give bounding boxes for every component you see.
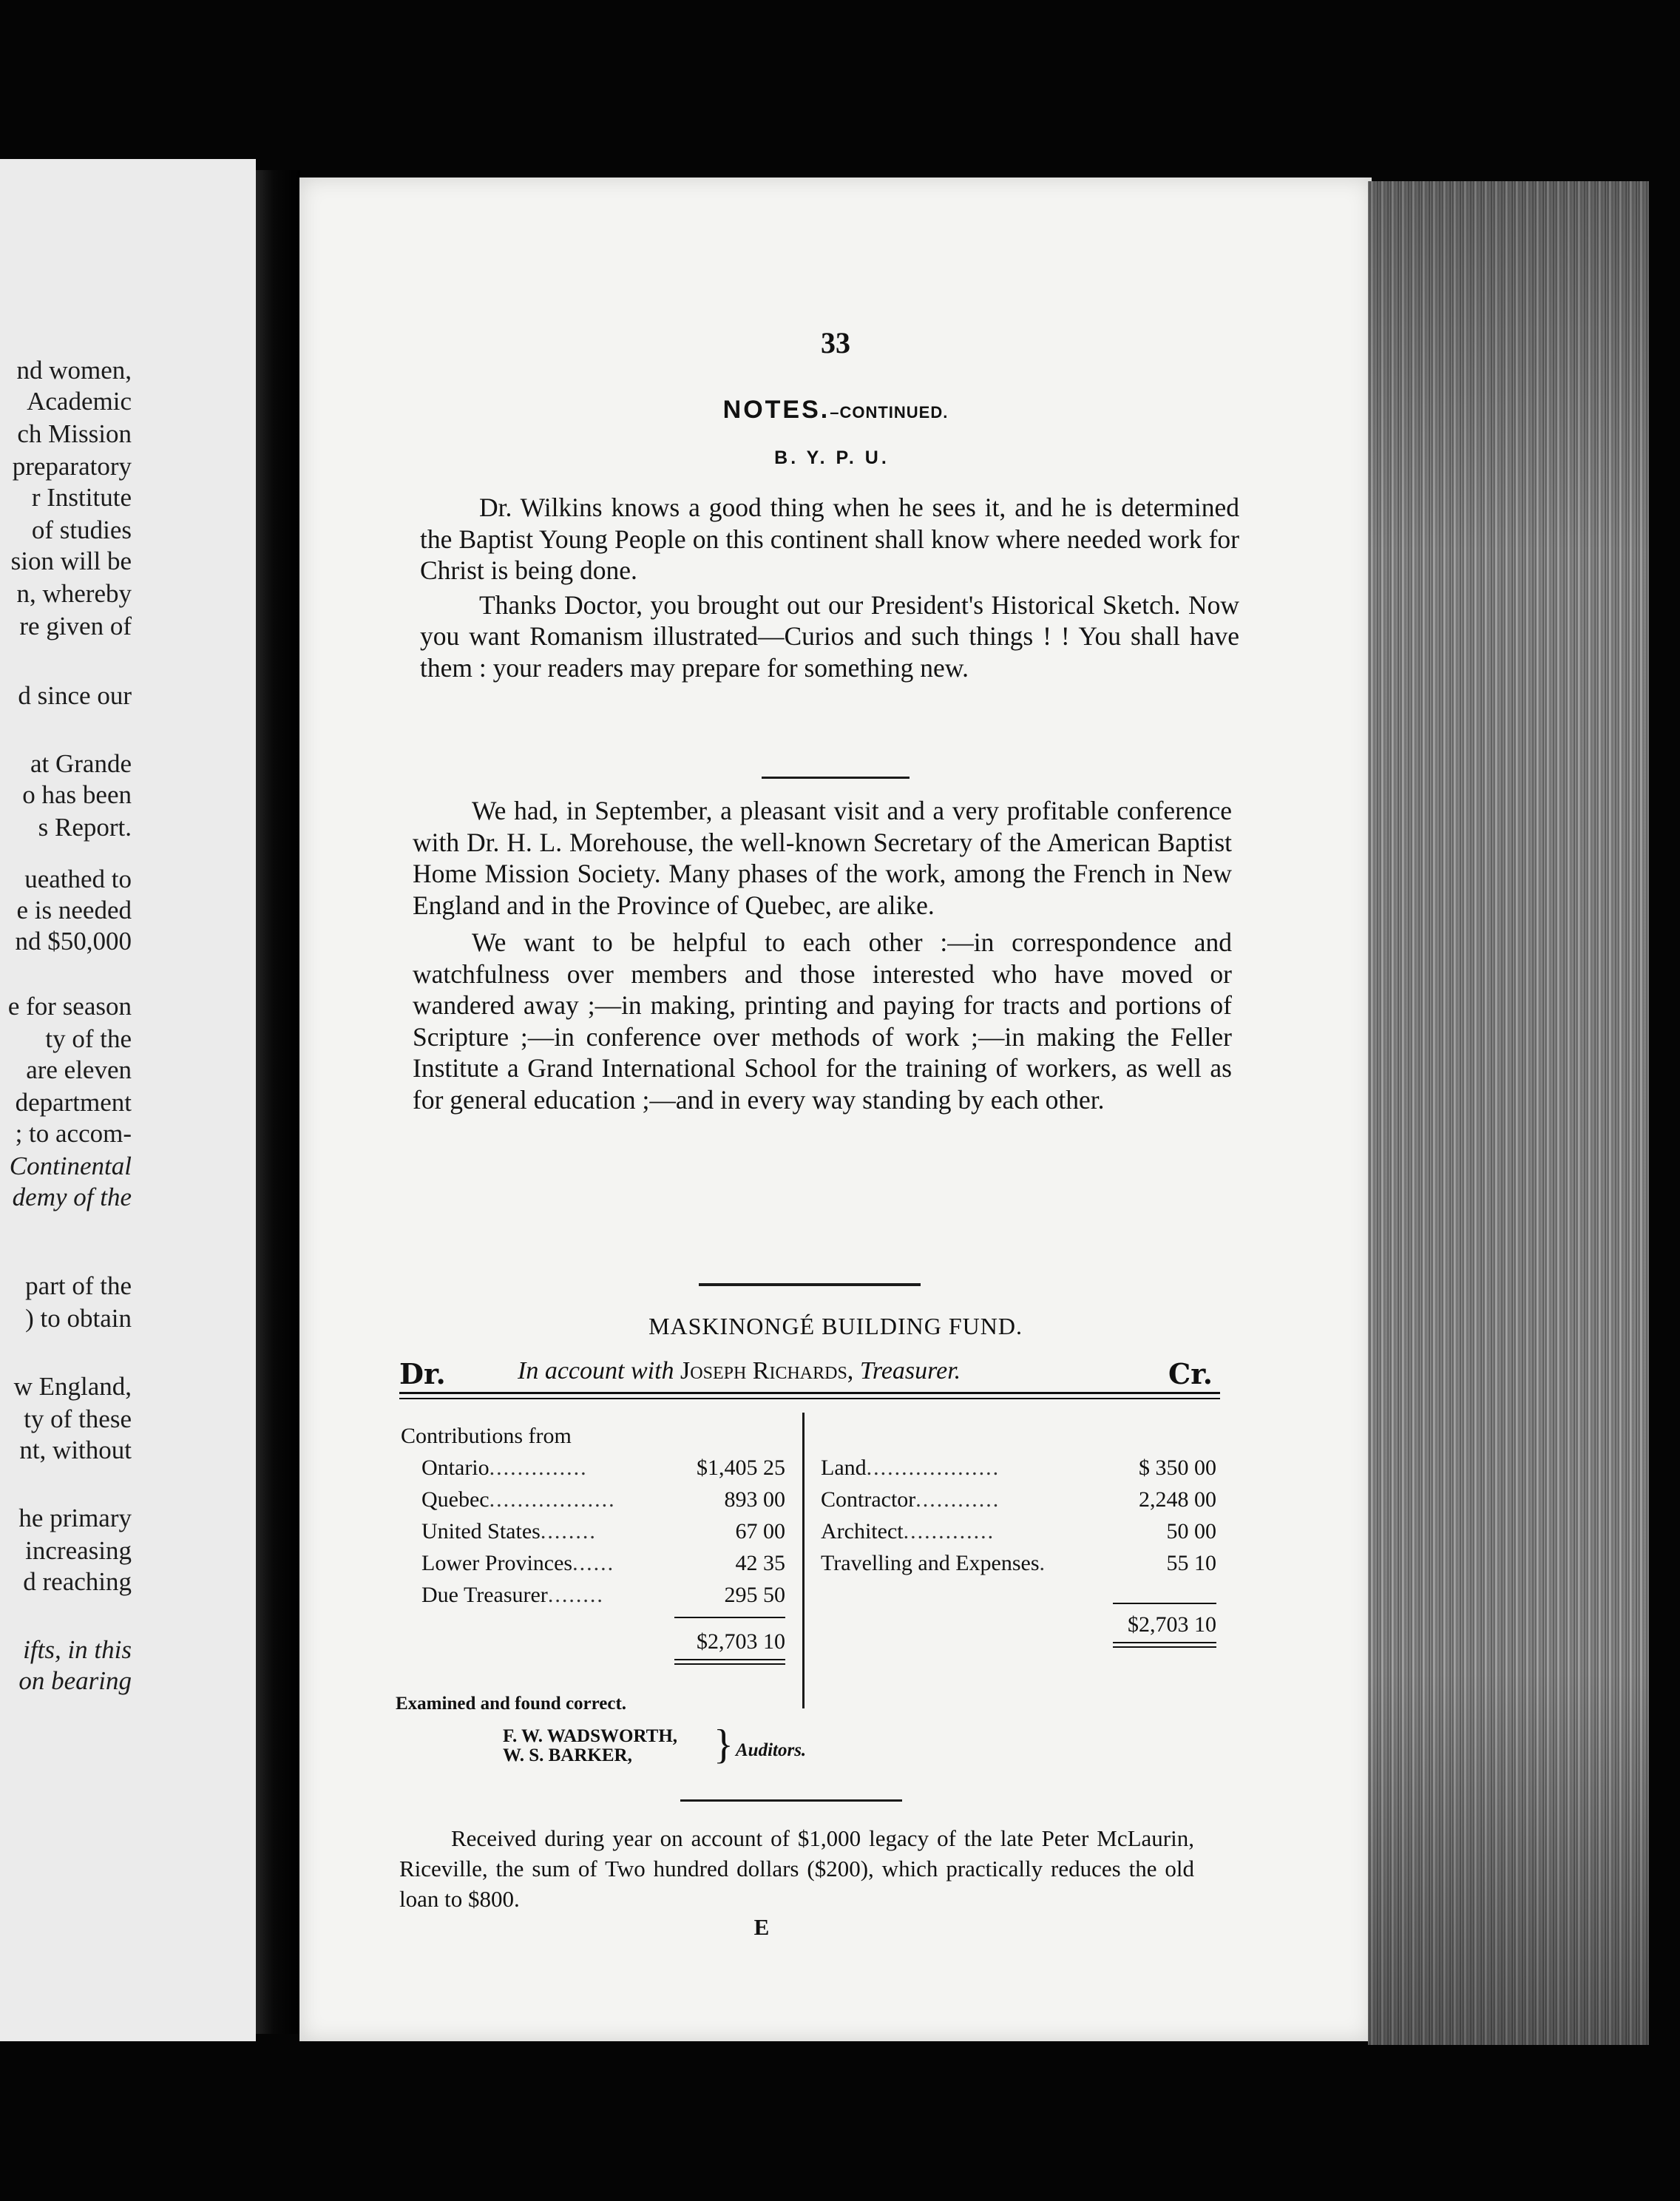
credit-total: $2,703 10 [1128,1612,1216,1637]
byp-notes [420,492,1239,683]
morehouse-notes [413,795,1232,1115]
facing-page-text: Continental [9,1152,132,1180]
facing-page-text: part of the [25,1271,132,1300]
facing-page-text: ty of the [45,1024,132,1053]
leader-dots: . [1039,1551,1047,1575]
facing-page-text: are eleven [26,1055,132,1084]
ledger-label: Architect............. [821,1519,995,1544]
auditors-label: Auditors. [736,1740,807,1760]
ledger-row [821,1547,1216,1579]
ledger-amount: 2,248 00 [1139,1487,1216,1512]
facing-page-text: increasing [25,1536,132,1565]
facing-page-text: department [15,1088,132,1117]
facing-page-text: ch Mission [17,419,132,448]
auditor-1: F. W. WADSWORTH, [503,1726,678,1746]
ledger-divider [802,1413,805,1708]
auditor-2: W. S. BARKER, [503,1745,632,1765]
facing-page-text: ; to accom- [15,1119,132,1148]
brace-icon: } [714,1722,734,1768]
ledger-row [821,1484,1216,1515]
facing-page-text: o has been [22,780,132,809]
facing-page [0,159,256,2041]
facing-page-text: on bearing [18,1666,132,1695]
facing-page-text: ty of these [24,1404,132,1433]
leader-dots: ........ [547,1583,604,1607]
ledger-row [401,1579,785,1611]
facing-page-text: ueathed to [24,865,132,893]
ledger-row [401,1547,785,1579]
facing-page-text: of studies [31,515,132,544]
ledger-row [821,1452,1216,1484]
notes-heading-main: NOTES. [722,396,830,424]
legacy-note: Received during year on account of $1,000 legacy of the late Peter McLaurin, Riceville, the sum of Two hundred dollars ($200), which practically reduces the old loan to $800. [399,1825,1194,1912]
facing-page-text: n, whereby [16,579,132,608]
leader-dots: ............. [903,1519,995,1544]
ledger-label: Travelling and Expenses. [821,1551,1047,1575]
signature-mark: E [753,1914,770,1940]
account-rule [399,1392,1220,1399]
ledger-row [401,1515,785,1547]
facing-page-text: d since our [18,681,132,710]
facing-page-text: at Grande [30,749,132,778]
ledger-amount: $ 350 00 [1139,1456,1216,1480]
credit-mark: Cr. [1168,1357,1213,1390]
ledger-row [401,1452,785,1484]
page-number: 33 [821,326,850,359]
paragraph-wilkins: Dr. Wilkins knows a good thing when he sees it, and he is determined the Baptist Young People on this continent shall know where needed work for Christ is being done. [420,493,1239,585]
ledger-amount: 893 00 [724,1487,785,1512]
facing-page-text: e for season [7,992,132,1021]
divider [699,1283,921,1286]
facing-page-text: nt, without [19,1436,132,1464]
divider [680,1799,902,1802]
ledger-amount: $1,405 25 [697,1456,785,1480]
account-with: In account with Joseph Richards, Treasurer. [518,1357,961,1384]
paragraph-morehouse: We had, in September, a pleasant visit and a very profitable conference with Dr. H. L. Morehouse, the well-known Secretary of the American Baptist Home Mission Society. Many phases of the work, among the French in New England and in the Province of Quebec, are alike. [413,796,1232,920]
debit-heading: Contributions from [401,1424,572,1448]
facing-page-text: nd women, [16,356,132,385]
ledger-amount: 42 35 [735,1551,785,1575]
facing-page-text: s Report. [38,813,132,842]
facing-page-text: demy of the [12,1183,132,1211]
notes-heading-sub: –CONTINUED. [830,403,949,422]
ledger-label: Land................... [821,1456,1000,1480]
leader-dots: ................... [866,1456,1000,1480]
leader-dots: ...... [572,1551,615,1575]
ledger-amount: 295 50 [724,1583,785,1607]
leader-dots: ............ [915,1487,1000,1512]
facing-page-text: re given of [19,612,132,640]
facing-page-text: he primary [18,1504,132,1532]
ledger-amount: 67 00 [735,1519,785,1544]
paragraph-helpful: We want to be helpful to each other :—in correspondence and watchfulness over members and those interested who have moved or wandered away ;—in making, printing and paying for tracts and portions of Scripture ;—in conference over methods of work ;—in making the Feller Institute a Grand International School for the training of workers, as well as for general education ;—and in every way standing by each other. [413,927,1232,1115]
ledger-amount: 50 00 [1166,1519,1216,1544]
debit-column [401,1420,785,1668]
debit-total: $2,703 10 [697,1629,785,1654]
paragraph-thanks: Thanks Doctor, you brought out our President's Historical Sketch. Now you want Romanism illustrated—Curios and such things ! ! You shall have them : your readers may prepare for something new. [420,589,1239,683]
facing-page-text: Academic [27,387,132,416]
ledger-row [401,1484,785,1515]
ledger-label: Contractor............ [821,1487,1000,1512]
ledger-row [821,1515,1216,1547]
facing-page-text: e is needed [16,896,132,924]
ledger-amount: 55 10 [1166,1551,1216,1575]
ledger-label: Due Treasurer........ [421,1583,604,1607]
leader-dots: .............. [489,1456,588,1480]
leader-dots: ........ [540,1519,597,1544]
ledger-label: Ontario.............. [421,1456,588,1480]
facing-page-text: r Institute [31,483,132,512]
debit-mark: Dr. [399,1357,446,1390]
facing-page-text: preparatory [12,452,132,481]
facing-page-text: nd $50,000 [15,927,132,956]
facing-page-text: ifts, in this [23,1635,132,1664]
account-line [399,1357,1227,1391]
ledger-label: Lower Provinces...... [421,1551,615,1575]
ledger-label: Quebec.................. [421,1487,616,1512]
facing-page-text: d reaching [23,1567,132,1596]
facing-page-text: w England, [13,1372,132,1401]
ledger-label: United States........ [421,1519,597,1544]
book-gutter [256,170,300,2034]
treasurer-name: Joseph Richards, [680,1357,854,1384]
divider [762,777,910,779]
fund-title: MASKINONGÉ BUILDING FUND. [648,1313,1023,1339]
auditor-names [503,1727,677,1765]
treasurer-title: Treasurer. [859,1357,961,1384]
facing-page-text: sion will be [10,547,132,575]
credit-column [821,1452,1216,1651]
examined-note: Examined and found correct. [396,1694,627,1714]
facing-page-text: ) to obtain [25,1304,132,1333]
notes-heading [629,396,1043,425]
section-heading: B. Y. P. U. [774,447,890,468]
leader-dots: .................. [489,1487,616,1512]
